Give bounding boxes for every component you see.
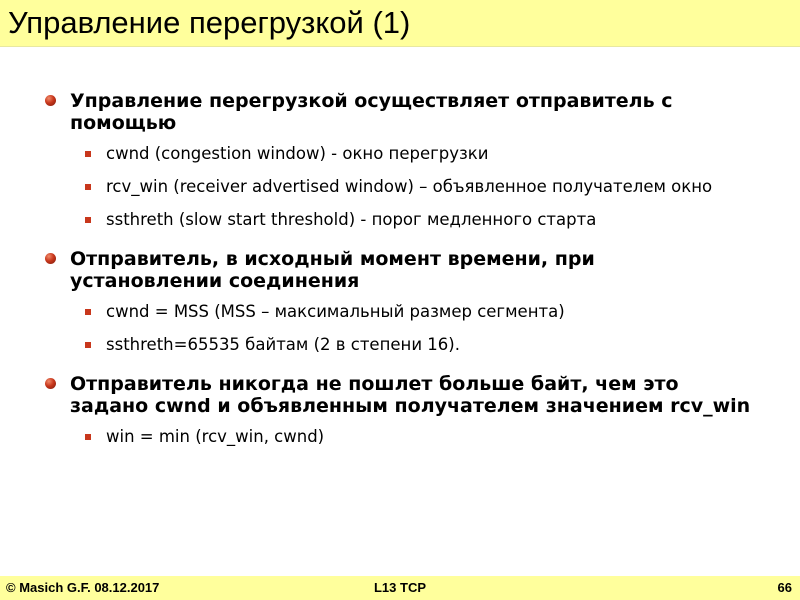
square-bullet-icon	[85, 217, 91, 223]
bullet-dot-icon	[45, 378, 56, 389]
sub-bullet-item	[44, 302, 774, 322]
sub-bullet-text: win = min (rcv_win, cwnd)	[106, 427, 325, 446]
sub-bullet-text: cwnd (congestion window) - окно перегрузки	[106, 144, 489, 163]
title-bar	[0, 0, 800, 47]
slide-content	[44, 90, 774, 460]
sub-bullet-item	[44, 177, 774, 197]
slide-title: Управление перегрузкой (1)	[8, 5, 411, 40]
sub-bullet-item	[44, 427, 774, 447]
bullet-item	[44, 90, 690, 134]
bullet-text: Отправитель никогда не пошлет больше байт, чем это задано cwnd и объявленным получателем значением rcv_win	[70, 373, 751, 417]
sub-bullet-item	[44, 210, 774, 230]
sub-bullet-text: rcv_win (receiver advertised window) – объявленное получателем окно	[106, 177, 713, 196]
square-bullet-icon	[85, 184, 91, 190]
square-bullet-icon	[85, 309, 91, 315]
bullet-text: Отправитель, в исходный момент времени, при установлении соединения	[70, 248, 595, 292]
square-bullet-icon	[85, 342, 91, 348]
sub-bullet-item	[44, 335, 774, 355]
slide-footer	[0, 576, 800, 600]
bullet-text: Управление перегрузкой осуществляет отправитель с помощью	[70, 90, 673, 134]
sub-bullet-item	[44, 144, 774, 164]
footer-lecture: L13 TCP	[373, 580, 426, 595]
footer-author-date: © Masich G.F. 08.12.2017	[6, 580, 160, 595]
bullet-dot-icon	[45, 253, 56, 264]
page-number: 66	[777, 580, 792, 595]
bullet-item	[44, 373, 760, 417]
bullet-dot-icon	[45, 95, 56, 106]
square-bullet-icon	[85, 151, 91, 157]
bullet-item	[44, 248, 670, 292]
sub-bullet-text: ssthreth=65535 байтам (2 в степени 16).	[106, 335, 460, 354]
sub-bullet-text: cwnd = MSS (MSS – максимальный размер сегмента)	[106, 302, 565, 321]
sub-bullet-text: ssthreth (slow start threshold) - порог медленного старта	[106, 210, 597, 229]
square-bullet-icon	[85, 434, 91, 440]
